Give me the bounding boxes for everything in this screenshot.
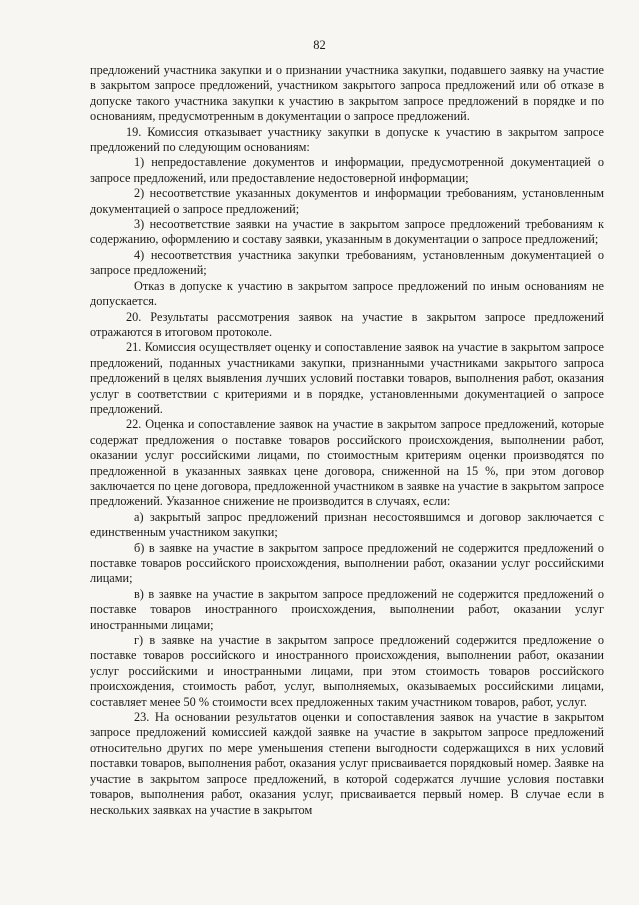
paragraph-19-item-1: 1) непредоставление документов и информации, предусмотренной документацией о запросе предложений, или предоставление недостоверной информации; — [90, 155, 604, 185]
paragraph-20: 20. Результаты рассмотрения заявок на участие в закрытом запросе предложений отражаются в итоговом протоколе. — [90, 309, 604, 339]
paragraph-continuation: предложений участника закупки и о признании участника закупки, подавшего заявку на участие в закрытом запросе предложений, участником закрытого запроса предложений или об отказе в допуске такого участника закупки к участию в закрытом запросе предложений в порядке и по основаниям, предусмотренным в документации о запросе предложений. — [90, 63, 604, 124]
page-number: 82 — [313, 38, 326, 52]
paragraph-19-item-3: 3) несоответствие заявки на участие в закрытом запросе предложений требованиям к содержанию, оформлению и составу заявки, указанным в документации о запросе предложений; — [90, 217, 604, 247]
paragraph-19-item-4: 4) несоответствия участника закупки требованиям, установленным документацией о запросе предложений; — [90, 247, 604, 278]
paragraph-23: 23. На основании результатов оценки и сопоставления заявок на участие в закрытом запросе предложений комиссией каждой заявке на участие в закрытом запросе предложений относительно других по мере уменьшения степени выгодности содержащихся в них условий поставки товаров, выполнения работ, оказания услуг присваивается порядковый номер. Заявке на участие в закрытом запросе предложений, в которой содержатся лучшие условия поставки товаров, выполнения работ, оказания услуг, присваивается первый номер. В случае если в нескольких заявках на участие в закрытом — [90, 710, 604, 817]
paragraph-22-item-b: б) в заявке на участие в закрытом запросе предложений не содержится предложений о поставке товаров российского происхождения, выполнении работ, оказании услуг российскими лицами; — [90, 540, 604, 586]
paragraph-19-refusal-note: Отказ в допуске к участию в закрытом запросе предложений по иным основаниям не допускается. — [90, 278, 604, 309]
paragraph-22: 22. Оценка и сопоставление заявок на участие в закрытом запросе предложений, которые содержат предложения о поставке товаров российского происхождения, выполнении работ, оказании услуг российскими лицами, по стоимостным критериям оценки производятся по предложенной в указанных заявках цене договора, сниженной на 15 %, при этом договор заключается по цене договора, предложенной участником в заявке на участие в закрытом запросе предложений. Указанное снижение не производится в случаях, если: — [90, 417, 604, 509]
paragraph-22-item-a: а) закрытый запрос предложений признан несостоявшимся и договор заключается с единственным участником закупки; — [90, 509, 604, 540]
paragraph-19: 19. Комиссия отказывает участнику закупки в допуске к участию в закрытом запросе предложений по следующим основаниям: — [90, 124, 604, 155]
paragraph-22-item-g: г) в заявке на участие в закрытом запросе предложений содержится предложение о поставке товаров российского и иностранного происхождения, выполнении работ, оказании услуг российскими и иностранными лицами, при этом стоимость товаров российского происхождения, стоимость работ, услуг, выполняемых, оказываемых российскими лицами, составляет менее 50 % стоимости всех предложенных таким участником товаров, работ, услуг. — [90, 633, 604, 709]
paragraph-22-item-v: в) в заявке на участие в закрытом запросе предложений не содержится предложений о поставке товаров иностранного происхождения, выполнении работ, оказании услуг иностранными лицами; — [90, 586, 604, 632]
document-body — [90, 63, 604, 818]
paragraph-19-item-2: 2) несоответствие указанных документов и информации требованиям, установленным документацией о запросе предложений; — [90, 186, 604, 216]
paragraph-21: 21. Комиссия осуществляет оценку и сопоставление заявок на участие в закрытом запросе предложений, поданных участниками закупки, признанными участниками закрытого запроса предложений в целях выявления лучших условий поставки товаров, выполнения работ, оказания услуг в соответствии с критериями и в порядке, установленными документацией о запросе предложений. — [90, 340, 604, 416]
